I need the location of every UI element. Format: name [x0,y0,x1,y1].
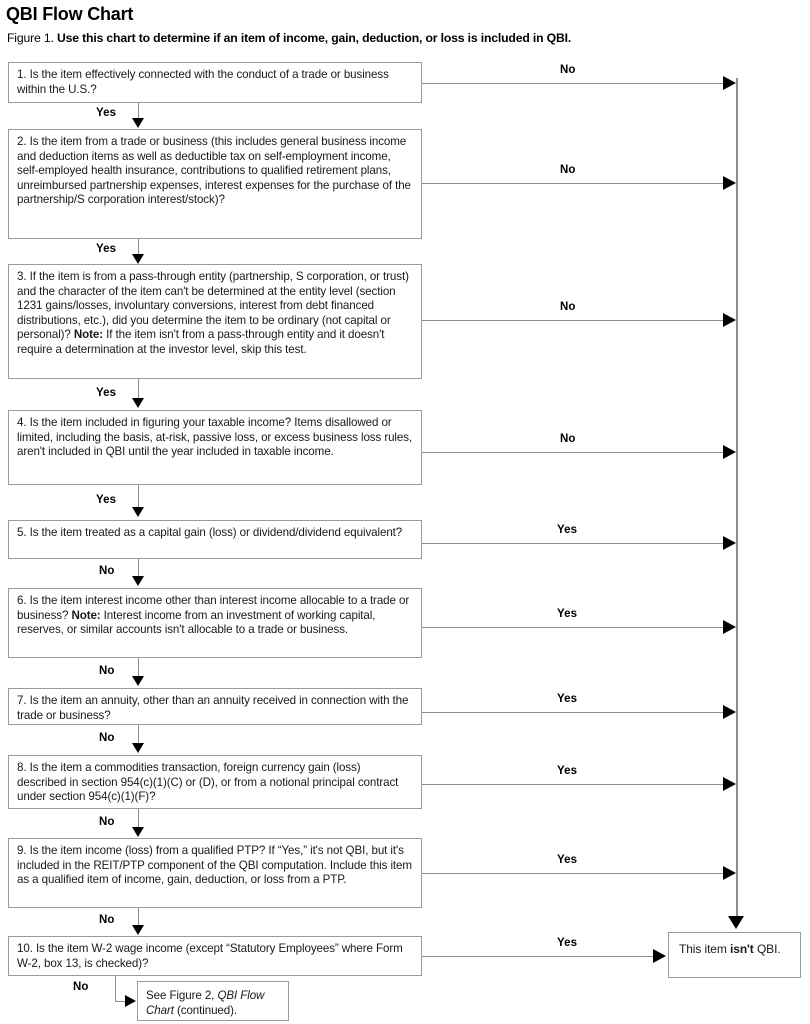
edge-q1-no-line [422,83,724,84]
edge-q10-no-arrowhead [125,995,136,1007]
edge-label-q9-yes: Yes [557,854,578,866]
trunk-arrowhead-down [728,916,744,929]
edge-q9-yes-line [422,873,724,874]
decision-box-4[interactable]: 4. Is the item included in figuring your taxable income? Items disallowed or limited, including the basis, at-risk, passive loss, or excess business loss rules, aren't included in QBI until the year included in taxable income. [8,410,422,485]
edge-q1-no-arrowhead [723,76,736,90]
decision-box-10[interactable]: 10. Is the item W-2 wage income (except “Statutory Employees” where Form W-2, box 13, is checked)? [8,936,422,976]
decision-box-6[interactable]: 6. Is the item interest income other than interest income allocable to a trade or business? Note: Interest income from an investment of working capital, reserves, or similar accounts isn't allocable to a trade or business. [8,588,422,658]
edge-label-q9-no: No [99,914,115,926]
edge-q1-yes-arrowhead [132,118,144,128]
edge-label-q4-yes: Yes [96,494,117,506]
edge-q4-no-line [422,452,724,453]
edge-label-q3-yes: Yes [96,387,117,399]
edge-q2-yes-arrowhead [132,254,144,264]
decision-box-3[interactable]: 3. If the item is from a pass-through entity (partnership, S corporation, or trust) and the character of the item can't be determined at the entity level (section 1231 gains/losses, involuntary conversions, interest from debt financed distributions, etc.), did you determine the item to be ordinary (not capital or personal)? Note: If the item isn't from a pass-through entity and it doesn't require a determination at the investor level, skip this test. [8,264,422,379]
edge-label-q5-no: No [99,565,115,577]
edge-label-q10-yes: Yes [557,937,578,949]
edge-q3-no-line [422,320,724,321]
terminal-box-see-figure-2[interactable]: See Figure 2, QBI Flow Chart (continued). [137,981,289,1021]
decision-box-8[interactable]: 8. Is the item a commodities transaction, foreign currency gain (loss) described in section 954(c)(1)(C) or (D), or from a notional principal contract under section 954(c)(1)(F)? [8,755,422,809]
edge-q9-no-line [138,908,139,926]
edge-q2-yes-line [138,239,139,255]
edge-q2-no-arrowhead [723,176,736,190]
terminal-box-not-qbi[interactable]: This item isn't QBI. [668,932,801,978]
edge-q7-yes-arrowhead [723,705,736,719]
decision-box-2[interactable]: 2. Is the item from a trade or business (this includes general business income and deduction items as well as deductible tax on self-employment income, self-employed health insurance, contributions to qualified retirement plans, unreimbursed partnership expenses, interest expenses for the purchase of the partnership/S corporation interest/stock)? [8,129,422,239]
edge-label-q5-yes: Yes [557,524,578,536]
edge-q7-yes-line [422,712,724,713]
edge-q2-no-line [422,183,724,184]
edge-q7-no-arrowhead [132,743,144,753]
edge-q3-no-arrowhead [723,313,736,327]
edge-q7-no-line [138,725,139,744]
edge-label-q2-no: No [560,164,576,176]
edge-label-q1-no: No [560,64,576,76]
edge-q5-yes-line [422,543,724,544]
edge-q3-yes-arrowhead [132,398,144,408]
edge-q9-yes-arrowhead [723,866,736,880]
edge-label-q1-yes: Yes [96,107,117,119]
edge-q4-no-arrowhead [723,445,736,459]
decision-box-5[interactable]: 5. Is the item treated as a capital gain (loss) or dividend/dividend equivalent? [8,520,422,559]
edge-label-q7-yes: Yes [557,693,578,705]
figure-caption-bold: Use this chart to determine if an item of income, gain, deduction, or loss is included in QBI. [56,31,572,45]
edge-label-q2-yes: Yes [96,243,117,255]
edge-q6-no-line [138,658,139,677]
edge-label-q7-no: No [99,732,115,744]
edge-q4-yes-line [138,485,139,508]
edge-q8-yes-line [422,784,724,785]
edge-q5-no-arrowhead [132,576,144,586]
edge-q10-yes-arrowhead [653,949,666,963]
edge-q1-yes-line [138,103,139,119]
decision-box-1[interactable]: 1. Is the item effectively connected with the conduct of a trade or business within the U.S.? [8,62,422,103]
edge-label-q3-no: No [560,301,576,313]
edge-q3-yes-line [138,379,139,399]
edge-q4-yes-arrowhead [132,507,144,517]
decision-box-7[interactable]: 7. Is the item an annuity, other than an annuity received in connection with the trade or business? [8,688,422,725]
edge-q6-yes-arrowhead [723,620,736,634]
edge-q10-yes-line [422,956,654,957]
page-title: QBI Flow Chart [6,4,134,24]
figure-caption [7,31,571,45]
edge-label-q6-no: No [99,665,115,677]
right-trunk-line [736,78,738,920]
edge-q9-no-arrowhead [132,925,144,935]
edge-q10-no-vline [115,976,116,1001]
edge-label-q10-no: No [73,981,89,993]
edge-q5-no-line [138,559,139,577]
decision-box-9[interactable]: 9. Is the item income (loss) from a qualified PTP? If “Yes,” it's not QBI, but it's included in the REIT/PTP component of the QBI computation. Include this item as a qualified item of income, gain, deduction, or loss from a PTP. [8,838,422,908]
edge-label-q8-yes: Yes [557,765,578,777]
edge-q8-no-line [138,809,139,828]
edge-q5-yes-arrowhead [723,536,736,550]
edge-label-q4-no: No [560,433,576,445]
edge-label-q8-no: No [99,816,115,828]
edge-q8-no-arrowhead [132,827,144,837]
edge-q6-no-arrowhead [132,676,144,686]
figure-caption-lead: Figure 1. [7,31,57,45]
edge-q8-yes-arrowhead [723,777,736,791]
edge-q6-yes-line [422,627,724,628]
edge-label-q6-yes: Yes [557,608,578,620]
